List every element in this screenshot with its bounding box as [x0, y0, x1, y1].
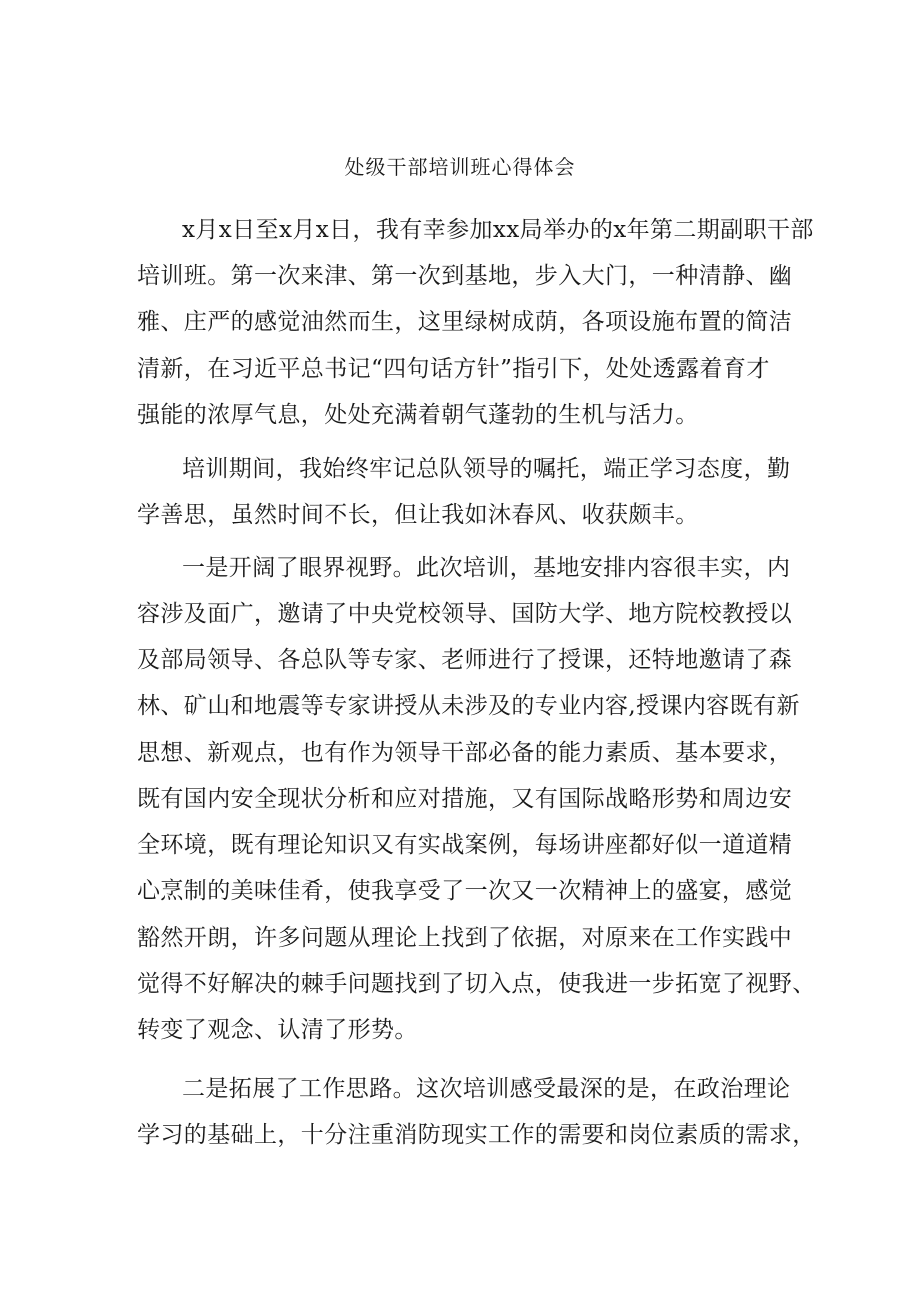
paragraph-line: 觉得不好解决的棘手问题找到了切入点，使我进一步拓宽了视野、	[137, 971, 816, 997]
paragraph-line: 容涉及面广，邀请了中央党校领导、国防大学、地方院校教授以	[137, 601, 793, 627]
paragraph-line: 既有国内安全现状分析和应对措施，又有国际战略形势和周边安	[137, 786, 793, 812]
paragraph-line: 强能的浓厚气息，处处充满着朝气蓬勃的生机与活力。	[137, 402, 699, 428]
paragraph-line: 二是拓展了工作思路。这次培训感受最深的是，在政治理论	[182, 1076, 791, 1102]
paragraph-line: 一是开阔了眼界视野。此次培训，基地安排内容很丰实，内	[182, 555, 791, 581]
paragraph-line: 雅、庄严的感觉油然而生，这里绿树成荫，各项设施布置的简洁	[137, 309, 793, 335]
paragraph-line: 学习的基础上，十分注重消防现实工作的需要和岗位素质的需求，	[137, 1122, 816, 1148]
paragraph-line: 转变了观念、认清了形势。	[137, 1017, 418, 1043]
paragraph-line: 清新，在习近平总书记“四句话方针”指引下，处处透露着育才	[137, 356, 770, 382]
paragraph-line: x月x日至x月x日，我有幸参加xx局举办的x年第二期副职干部	[182, 217, 814, 243]
document-title: 处级干部培训班心得体会	[344, 155, 576, 179]
paragraph-line: 全环境，既有理论知识又有实战案例，每场讲座都好似一道道精	[137, 832, 793, 858]
paragraph-line: 心烹制的美味佳肴，使我享受了一次又一次精神上的盛宴，感觉	[137, 878, 793, 904]
paragraph-line: 及部局领导、各总队等专家、老师进行了授课，还特地邀请了森	[137, 647, 793, 673]
paragraph-line: 思想、新观点，也有作为领导干部必备的能力素质、基本要求，	[137, 740, 793, 766]
paragraph-line: 学善思，虽然时间不长，但让我如沐春风、收获颇丰。	[137, 502, 699, 528]
paragraph-line: 培训班。第一次来津、第一次到基地，步入大门，一种清静、幽	[137, 263, 793, 289]
paragraph-line: 林、矿山和地震等专家讲授从未涉及的专业内容,授课内容既有新	[137, 693, 800, 719]
paragraph-line: 培训期间，我始终牢记总队领导的嘱托，端正学习态度，勤	[182, 456, 791, 482]
paragraph-line: 豁然开朗，许多问题从理论上找到了依据，对原来在工作实践中	[137, 925, 793, 951]
